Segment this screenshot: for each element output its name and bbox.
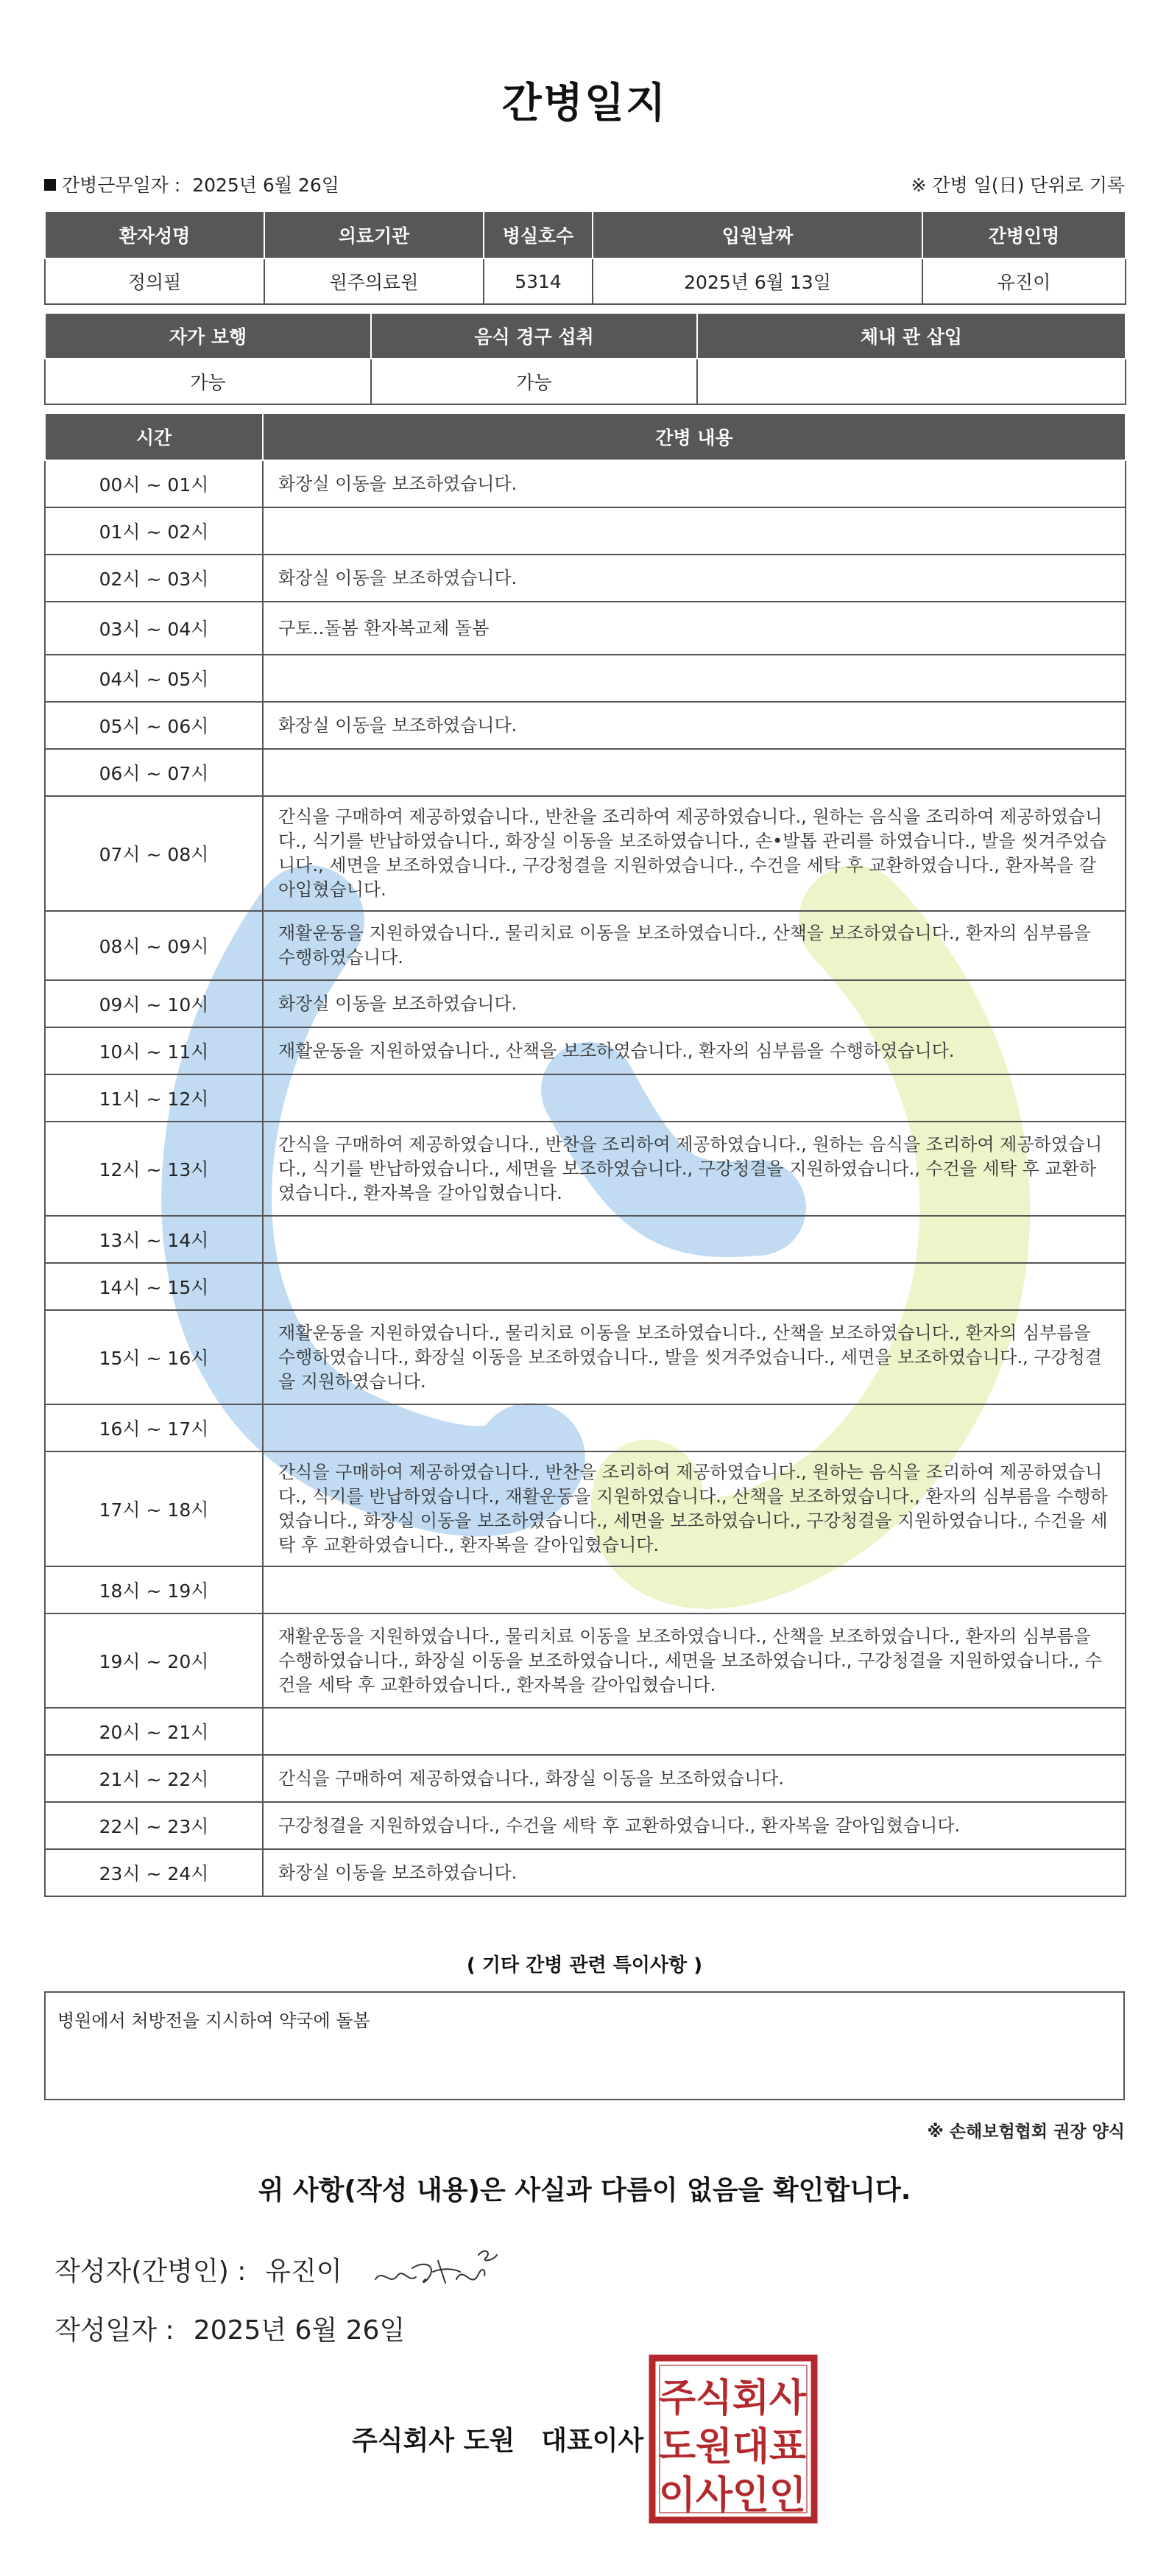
table-row xyxy=(45,1263,1126,1310)
unit-note: ※ 간병 일(日) 단위로 기록 xyxy=(911,175,1125,196)
written-date-line xyxy=(54,2309,405,2347)
tube-insertion-value xyxy=(697,359,1126,404)
time-slot: 23시 ~ 24시 xyxy=(45,1849,263,1896)
header-oral-intake: 음식 경구 섭취 xyxy=(371,313,697,359)
time-slot: 22시 ~ 23시 xyxy=(45,1802,263,1849)
table-row xyxy=(45,1027,1126,1074)
care-content xyxy=(263,1404,1126,1451)
time-slot: 11시 ~ 12시 xyxy=(45,1074,263,1122)
seal-glyph: 대 xyxy=(732,2425,770,2469)
header-caregiver-name: 간병인명 xyxy=(922,211,1126,258)
patient-status-table xyxy=(44,312,1126,405)
company-line xyxy=(352,2420,643,2457)
table-row xyxy=(45,1755,1126,1802)
author-label: 작성자(간병인) : xyxy=(54,2256,247,2287)
time-slot: 02시 ~ 03시 xyxy=(45,555,263,602)
care-content: 재활운동을 지원하였습니다., 산책을 보조하였습니다., 환자의 심부름을 수행하였습니다. xyxy=(263,1027,1126,1074)
table-row xyxy=(45,602,1126,655)
table-row xyxy=(45,1074,1126,1122)
confirm-statement: 위 사항(작성 내용)은 사실과 다름이 없음을 확인합니다. xyxy=(258,2175,911,2206)
seal-glyph: 식 xyxy=(695,2376,733,2421)
care-content: 구강청결을 지원하였습니다., 수건을 세탁 후 교환하였습니다., 환자복을 갈아입혔습니다. xyxy=(263,1802,1126,1849)
room-number: 5314 xyxy=(484,258,593,304)
care-content: 간식을 구매하여 제공하였습니다., 반찬을 조리하여 제공하였습니다., 원하는 음식을 조리하여 제공하였습니다., 식기를 반납하였습니다., 재활운동을 지원하였습니다., 산책을 보조하였습니다., 환자의 심부름을 수행하였습니다., 화장실 이동을 보조하였습니다., 세면을 보조하였습니다., 구강청결을 지원하였습니다., 수건을 세탁 후 교환하였습니다., 환자복을 갈아입혔습니다. xyxy=(263,1451,1126,1566)
care-content xyxy=(263,507,1126,555)
time-slot: 10시 ~ 11시 xyxy=(45,1027,263,1074)
time-slot: 07시 ~ 08시 xyxy=(45,796,263,911)
care-content xyxy=(263,1566,1126,1613)
care-content: 간식을 구매하여 제공하였습니다., 화장실 이동을 보조하였습니다. xyxy=(263,1755,1126,1802)
square-bullet-icon xyxy=(44,179,56,191)
company-seal-stamp xyxy=(648,2354,819,2524)
time-slot: 03시 ~ 04시 xyxy=(45,602,263,655)
time-slot: 06시 ~ 07시 xyxy=(45,749,263,796)
care-content xyxy=(263,1263,1126,1310)
table-row xyxy=(45,655,1126,702)
patient-info-table xyxy=(44,211,1126,305)
time-slot: 17시 ~ 18시 xyxy=(45,1451,263,1566)
care-content: 구토‥돌봄 환자복교체 돌봄 xyxy=(263,602,1126,655)
table-row xyxy=(45,1613,1126,1708)
table-row xyxy=(45,1849,1126,1896)
care-log-table xyxy=(44,412,1126,1897)
author-name: 유진이 xyxy=(265,2256,342,2287)
company-name: 주식회사 도원 xyxy=(352,2426,515,2456)
time-slot: 20시 ~ 21시 xyxy=(45,1708,263,1755)
time-slot: 12시 ~ 13시 xyxy=(45,1122,263,1216)
work-date-value: 2025년 6월 26일 xyxy=(192,175,339,196)
work-date xyxy=(44,171,339,197)
care-content: 재활운동을 지원하였습니다., 물리치료 이동을 보조하였습니다., 산책을 보조하였습니다., 환자의 심부름을 수행하였습니다., 화장실 이동을 보조하였습니다., 세면을 보조하였습니다., 구강청결을 지원하였습니다., 수건을 세탁 후 교환하였습니다., 환자복을 갈아입혔습니다. xyxy=(263,1613,1126,1708)
work-date-label: 간병근무일자 : xyxy=(62,175,181,196)
table-row xyxy=(45,1566,1126,1613)
document-title: 간병일지 xyxy=(501,80,668,127)
table-row xyxy=(45,1122,1126,1216)
care-content xyxy=(263,655,1126,702)
header-walking: 자가 보행 xyxy=(45,313,371,359)
time-slot: 15시 ~ 16시 xyxy=(45,1310,263,1404)
seal-glyph: 표 xyxy=(769,2425,807,2469)
time-slot: 14시 ~ 15시 xyxy=(45,1263,263,1310)
walking-value: 가능 xyxy=(45,359,371,404)
notes-box xyxy=(44,1991,1125,2100)
handwritten-signature xyxy=(368,2239,515,2298)
care-content: 간식을 구매하여 제공하였습니다., 반찬을 조리하여 제공하였습니다., 원하는 음식을 조리하여 제공하였습니다., 식기를 반납하였습니다., 세면을 보조하였습니다., 구강청결을 지원하였습니다., 수건을 세탁 후 교환하였습니다., 환자복을 갈아입혔습니다. xyxy=(263,1122,1126,1216)
table-row xyxy=(45,460,1126,507)
care-content: 간식을 구매하여 제공하였습니다., 반찬을 조리하여 제공하였습니다., 원하는 음식을 조리하여 제공하였습니다., 식기를 반납하였습니다., 화장실 이동을 보조하였습니다., 손•발톱 관리를 하였습니다., 발을 씻겨주었습니다., 세면을 보조하였습니다., 구강청결을 지원하였습니다., 수건을 세탁 후 교환하였습니다., 환자복을 갈아입혔습니다. xyxy=(263,796,1126,911)
care-content: 재활운동을 지원하였습니다., 물리치료 이동을 보조하였습니다., 산책을 보조하였습니다., 환자의 심부름을 수행하였습니다. xyxy=(263,911,1126,980)
patient-name: 정의필 xyxy=(45,258,264,304)
care-content: 화장실 이동을 보조하였습니다. xyxy=(263,460,1126,507)
header-time: 시간 xyxy=(45,413,263,460)
care-content xyxy=(263,1708,1126,1755)
notes-text: 병원에서 처방전을 지시하여 약국에 돌봄 xyxy=(57,2010,370,2031)
seal-glyph: 주 xyxy=(658,2376,696,2421)
time-slot: 08시 ~ 09시 xyxy=(45,911,263,980)
table-row xyxy=(45,1310,1126,1404)
header-tube-insertion: 체내 관 삽입 xyxy=(697,313,1126,359)
time-slot: 01시 ~ 02시 xyxy=(45,507,263,555)
header-admission-date: 입원날짜 xyxy=(593,211,922,258)
time-slot: 04시 ~ 05시 xyxy=(45,655,263,702)
table-row xyxy=(45,911,1126,980)
table-row xyxy=(45,749,1126,796)
written-date-value: 2025년 6월 26일 xyxy=(193,2315,406,2346)
admission-date: 2025년 6월 13일 xyxy=(593,258,922,304)
table-row xyxy=(45,555,1126,602)
seal-glyph: 원 xyxy=(695,2425,733,2469)
time-slot: 19시 ~ 20시 xyxy=(45,1613,263,1708)
care-content: 화장실 이동을 보조하였습니다. xyxy=(263,702,1126,749)
table-row xyxy=(45,507,1126,555)
time-slot: 16시 ~ 17시 xyxy=(45,1404,263,1451)
time-slot: 00시 ~ 01시 xyxy=(45,460,263,507)
written-date-label: 작성일자 : xyxy=(54,2315,174,2346)
seal-glyph: 인 xyxy=(732,2474,770,2518)
care-content: 화장실 이동을 보조하였습니다. xyxy=(263,555,1126,602)
oral-intake-value: 가능 xyxy=(371,359,697,404)
care-content: 재활운동을 지원하였습니다., 물리치료 이동을 보조하였습니다., 산책을 보조하였습니다., 환자의 심부름을 수행하였습니다., 화장실 이동을 보조하였습니다., 발을 씻겨주었습니다., 세면을 보조하였습니다., 구강청결을 지원하였습니다. xyxy=(263,1310,1126,1404)
table-row xyxy=(45,702,1126,749)
time-slot: 13시 ~ 14시 xyxy=(45,1216,263,1263)
seal-glyph: 이 xyxy=(658,2474,696,2518)
header-care-content: 간병 내용 xyxy=(263,413,1126,460)
caregiver-name: 유진이 xyxy=(922,258,1126,304)
seal-glyph: 사 xyxy=(769,2376,807,2421)
seal-glyph: 도 xyxy=(658,2425,696,2469)
table-row xyxy=(45,1708,1126,1755)
care-content xyxy=(263,1074,1126,1122)
table-row xyxy=(45,1404,1126,1451)
seal-glyph: 회 xyxy=(732,2376,770,2421)
author-line xyxy=(54,2251,342,2288)
time-slot: 21시 ~ 22시 xyxy=(45,1755,263,1802)
meta-row xyxy=(44,171,1125,197)
seal-glyph: 사 xyxy=(695,2474,733,2518)
header-institution: 의료기관 xyxy=(264,211,484,258)
notes-title: ( 기타 간병 관련 특이사항 ) xyxy=(466,1954,703,1977)
seal-glyph: 인 xyxy=(769,2474,807,2518)
institution: 원주의료원 xyxy=(264,258,484,304)
care-content: 화장실 이동을 보조하였습니다. xyxy=(263,1849,1126,1896)
care-content xyxy=(263,749,1126,796)
company-rep: 대표이사 xyxy=(541,2426,644,2456)
table-row xyxy=(45,980,1126,1027)
recommend-note: ※ 손해보험협회 권장 양식 xyxy=(927,2122,1125,2142)
time-slot: 09시 ~ 10시 xyxy=(45,980,263,1027)
table-row xyxy=(45,1802,1126,1849)
care-content xyxy=(263,1216,1126,1263)
table-row xyxy=(45,1216,1126,1263)
table-row xyxy=(45,796,1126,911)
time-slot: 18시 ~ 19시 xyxy=(45,1566,263,1613)
table-row xyxy=(45,1451,1126,1566)
care-content: 화장실 이동을 보조하였습니다. xyxy=(263,980,1126,1027)
header-room-number: 병실호수 xyxy=(484,211,593,258)
time-slot: 05시 ~ 06시 xyxy=(45,702,263,749)
header-patient-name: 환자성명 xyxy=(45,211,264,258)
